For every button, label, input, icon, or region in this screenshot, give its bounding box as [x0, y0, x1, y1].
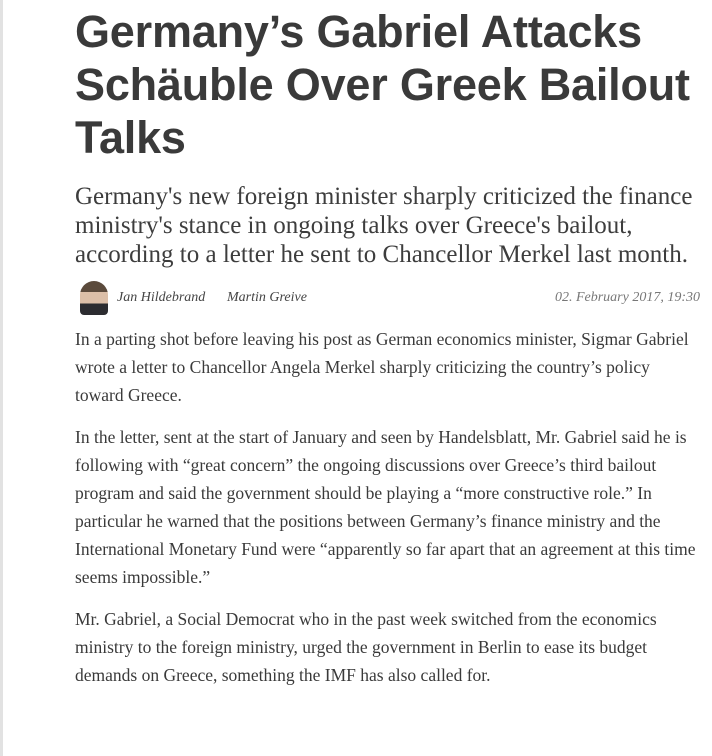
- article: [75, 0, 700, 703]
- page-left-border: [0, 0, 3, 756]
- article-subtitle: Germany's new foreign minister sharply criticized the finance ministry's stance in ongoing talks over Greece's bailout, according to a letter he sent to Chancellor Merkel last month.: [75, 183, 693, 268]
- body-paragraph: Mr. Gabriel, a Social Democrat who in the past week switched from the economics ministry to the foreign ministry, urged the government in Berlin to ease its budget demands on Greece, something the IMF has also called for.: [75, 609, 657, 685]
- body-paragraph: In the letter, sent at the start of January and seen by Handelsblatt, Mr. Gabriel said he is following with “great concern” the ongoing discussions over Greece’s third bailout program and said the government should be playing a “more constructive role.” In particular he warned that the positions between Germany’s finance ministry and the International Monetary Fund were “apparently so far apart that an agreement at this time seems impossible.”: [75, 427, 696, 587]
- article-headline: Germany’s Gabriel Attacks Schäuble Over Greek Bailout Talks: [75, 6, 690, 163]
- author-avatar: [80, 281, 108, 315]
- publish-date: 02. February 2017, 19:30: [554, 290, 700, 305]
- byline: [75, 279, 700, 319]
- author-link-jan-hildebrand[interactable]: Jan Hildebrand: [117, 290, 206, 305]
- author-link-martin-greive[interactable]: Martin Greive: [227, 290, 307, 305]
- article-body: [75, 325, 700, 689]
- body-paragraph: In a parting shot before leaving his post as German economics minister, Sigmar Gabriel wrote a letter to Chancellor Angela Merkel sharply criticizing the country’s policy toward Greece.: [75, 329, 689, 405]
